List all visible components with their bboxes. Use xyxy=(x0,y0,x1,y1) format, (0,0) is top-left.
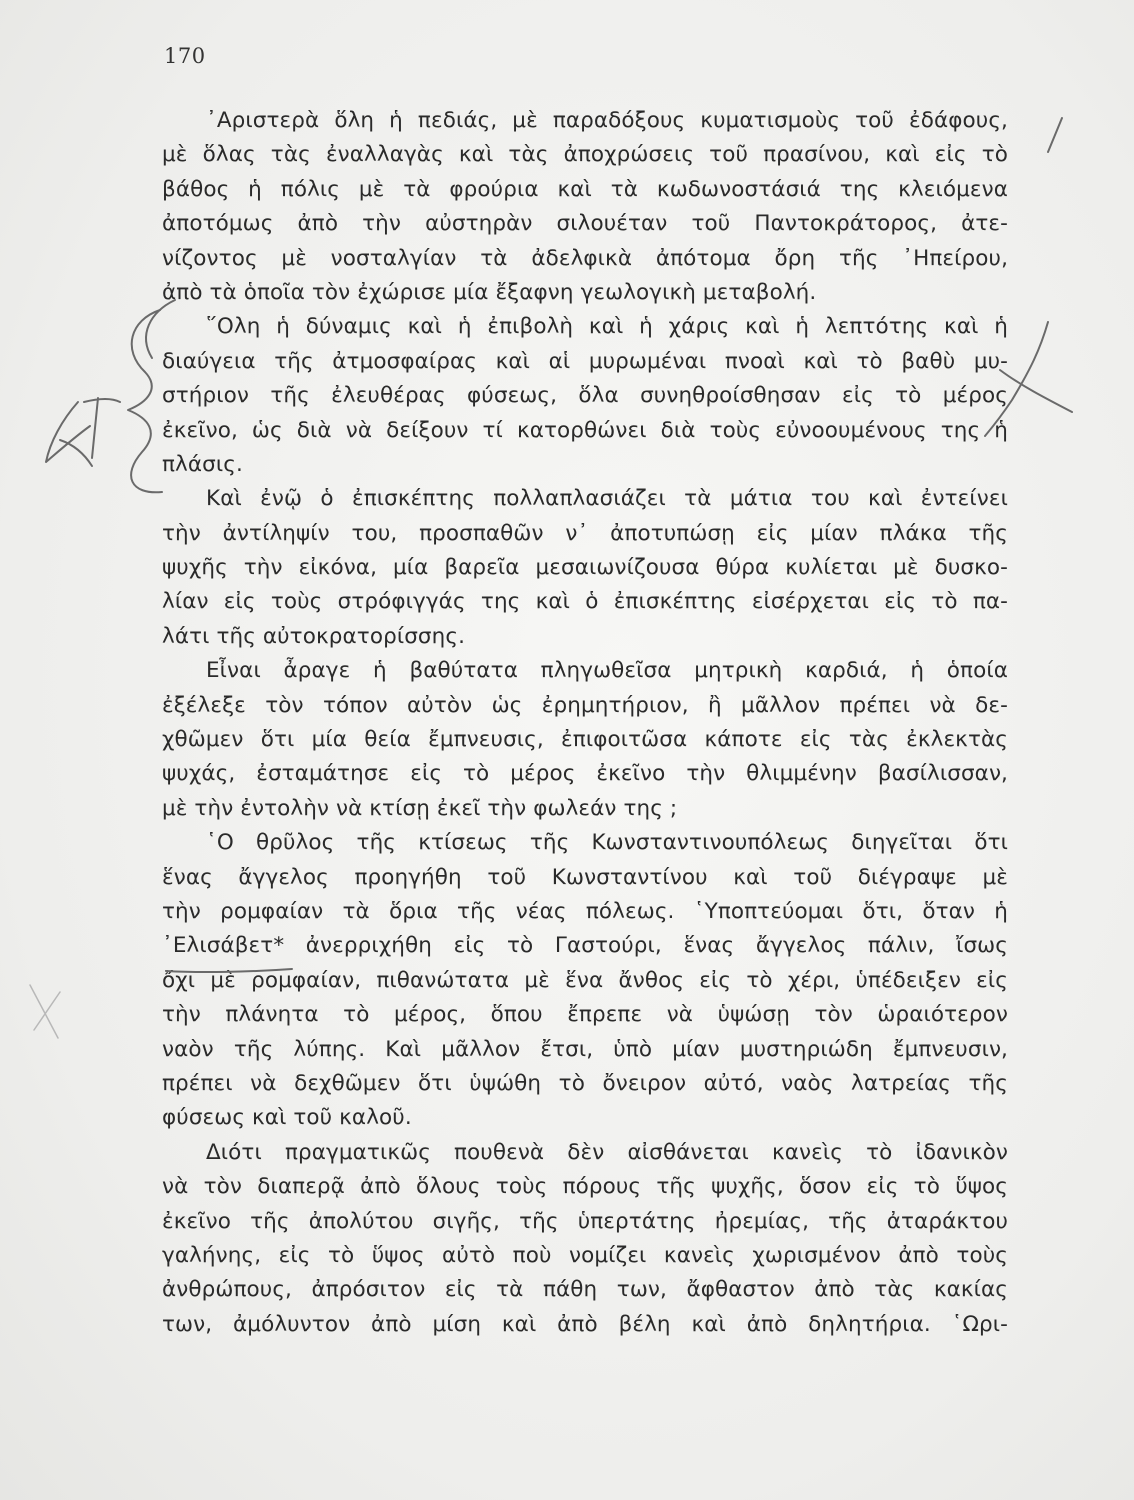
text-line: ἀπὸ τὰ ὁποῖα τὸν ἐχώρισε μία ἔξαφνη γεωλογικὴ μεταβολή. xyxy=(162,279,817,305)
text-line: τὴν πλάνητα τὸ μέρος, ὅπου ἔπρεπε νὰ ὑψώσῃ τὸν ὡραιότερον xyxy=(162,1002,1008,1028)
text-line: ἐξέλεξε τὸν τόπον αὐτὸν ὡς ἐρημητήριον, ἢ μᾶλλον πρέπει νὰ δε- xyxy=(162,692,1008,718)
margin-slash-mark xyxy=(1048,118,1062,152)
text-line: νὰ τὸν διαπερᾷ ἀπὸ ὅλους τοὺς πόρους τῆς ψυχῆς, ὅσον εἰς τὸ ὕψος xyxy=(162,1174,1008,1200)
faint-margin-mark xyxy=(30,985,60,1038)
margin-handwriting xyxy=(46,398,120,466)
text-line: χθῶμεν ὅτι μία θεία ἔμπνευσις, ἐπιφοιτῶσα κάποτε εἰς τὰς ἐκλεκτὰς xyxy=(162,727,1008,753)
text-line: ᾿Ελισάβετ* ἀνερριχήθη εἰς τὸ Γαστούρι, ἕνας ἄγγελος πάλιν, ἴσως xyxy=(162,933,1008,959)
page-number: 170 xyxy=(164,44,206,68)
margin-brace-mark xyxy=(128,310,162,492)
text-line: βάθος ἡ πόλις μὲ τὰ φρούρια καὶ τὰ κωδωνοστάσιά της κλειόμενα xyxy=(162,176,1008,202)
text-line: τὴν ἀντίληψίν του, προσπαθῶν ν᾿ ἀποτυπώσῃ εἰς μίαν πλάκα τῆς xyxy=(162,520,1008,546)
text-line: φύσεως καὶ τοῦ καλοῦ. xyxy=(162,1105,412,1131)
text-line: ψυχῆς τὴν εἰκόνα, μία βαρεῖα μεσαιωνίζουσα θύρα κυλίεται μὲ δυσκο- xyxy=(162,555,1008,581)
text-line: ῞Ολη ἡ δύναμις καὶ ἡ ἐπιβολὴ καὶ ἡ χάρις καὶ ἡ λεπτότης καὶ ἡ xyxy=(206,314,1008,340)
text-line: μὲ τὴν ἐντολὴν νὰ κτίσῃ ἐκεῖ τὴν φωλεάν της ; xyxy=(162,795,678,821)
text-line: ἀποτόμως ἀπὸ τὴν αὐστηρὰν σιλουέταν τοῦ Παντοκράτορος, ἀτε- xyxy=(162,211,1008,237)
text-line: Καὶ ἐνῷ ὁ ἐπισκέπτης πολλαπλασιάζει τὰ μάτια του καὶ ἐντείνει xyxy=(206,486,1008,512)
text-line: νίζοντος μὲ νοσταλγίαν τὰ ἀδελφικὰ ἀπότομα ὄρη τῆς ᾿Ηπείρου, xyxy=(162,245,1008,271)
text-line: πλάσις. xyxy=(162,451,243,477)
text-line: ψυχάς, ἐσταμάτησε εἰς τὸ μέρος ἐκεῖνο τὴν θλιμμένην βασίλισσαν, xyxy=(162,761,1008,787)
text-line: στήριον τῆς ἐλευθέρας φύσεως, ὅλα συνηθροίσθησαν εἰς τὸ μέρος xyxy=(162,383,1008,409)
text-line: ἀνθρώπους, ἀπρόσιτον εἰς τὰ πάθη των, ἄφθαστον ἀπὸ τὰς κακίας xyxy=(162,1277,1008,1303)
text-line: Διότι πραγματικῶς πουθενὰ δὲν αἰσθάνεται κανεὶς τὸ ἰδανικὸν xyxy=(206,1139,1008,1165)
text-line: γαλήνης, εἰς τὸ ὕψος αὐτὸ ποὺ νομίζει κανεὶς χωρισμένον ἀπὸ τοὺς xyxy=(162,1242,1008,1268)
text-line: Εἶναι ἆραγε ἡ βαθύτατα πληγωθεῖσα μητρικὴ καρδιά, ἡ ὁποία xyxy=(206,658,1008,684)
text-line: λίαν εἰς τοὺς στρόφιγγάς της καὶ ὁ ἐπισκέπτης εἰσέρχεται εἰς τὸ πα- xyxy=(162,589,1008,615)
text-line: ᾿Αριστερὰ ὅλη ἡ πεδιάς, μὲ παραδόξους κυματισμοὺς τοῦ ἐδάφους, xyxy=(206,108,1008,133)
text-line: τὴν ρομφαίαν τὰ ὅρια τῆς νέας πόλεως. ῾Υποπτεύομαι ὅτι, ὅταν ἡ xyxy=(162,898,1008,924)
text-line: ὄχι μὲ ρομφαίαν, πιθανώτατα μὲ ἕνα ἄνθος εἰς τὸ χέρι, ὑπέδειξεν εἰς xyxy=(162,967,1008,993)
text-line: ἐκεῖνο, ὡς διὰ νὰ δείξουν τί κατορθώνει διὰ τοὺς εὐνοουμένους της ἡ xyxy=(162,417,1008,443)
text-line: διαύγεια τῆς ἀτμοσφαίρας καὶ αἱ μυρωμέναι πνοαὶ καὶ τὸ βαθὺ μυ- xyxy=(162,348,1008,374)
body-text xyxy=(162,104,1008,1342)
text-line: ῾Ο θρῦλος τῆς κτίσεως τῆς Κωνσταντινουπόλεως διηγεῖται ὅτι xyxy=(206,830,1008,856)
text-line: ναὸν τῆς λύπης. Καὶ μᾶλλον ἔτσι, ὑπὸ μίαν μυστηριώδη ἔμπνευσιν, xyxy=(162,1036,1008,1062)
text-line: ἐκεῖνο τῆς ἀπολύτου σιγῆς, τῆς ὑπερτάτης ἠρεμίας, τῆς ἀταράκτου xyxy=(162,1208,1008,1234)
text-line: λάτι τῆς αὐτοκρατορίσσης. xyxy=(162,623,466,649)
text-line: ἕνας ἄγγελος προηγήθη τοῦ Κωνσταντίνου καὶ τοῦ διέγραψε μὲ xyxy=(162,864,1008,890)
text-line: των, ἀμόλυντον ἀπὸ μίση καὶ ἀπὸ βέλη καὶ ἀπὸ δηλητήρια. ῾Ωρι- xyxy=(162,1311,1008,1337)
text-line: πρέπει νὰ δεχθῶμεν ὅτι ὑψώθη τὸ ὄνειρον αὐτό, ναὸς λατρείας τῆς xyxy=(162,1070,1008,1096)
text-line: μὲ ὅλας τὰς ἐναλλαγὰς καὶ τὰς ἀποχρώσεις τοῦ πρασίνου, καὶ εἰς τὸ xyxy=(162,142,1008,168)
